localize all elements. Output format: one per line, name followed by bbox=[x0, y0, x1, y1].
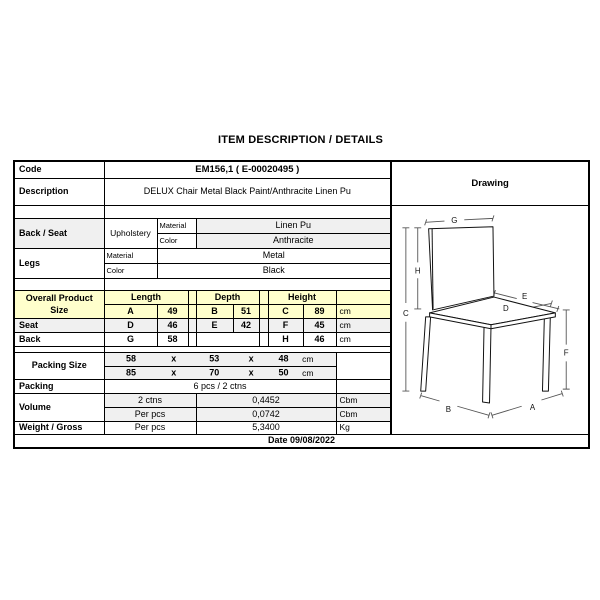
pack1-x: x bbox=[171, 353, 177, 364]
spacer-cell bbox=[259, 332, 268, 346]
dim-d-value: 46 bbox=[157, 318, 188, 332]
weight-label: Weight / Gross bbox=[14, 421, 104, 434]
volume-qty-1: 2 ctns bbox=[104, 393, 196, 407]
weight-unit: Kg bbox=[336, 421, 391, 434]
packing-label: Packing bbox=[14, 379, 104, 393]
dim-label-h: H bbox=[414, 265, 421, 275]
spacer-cell bbox=[14, 278, 104, 290]
pack1-x: x bbox=[248, 353, 254, 364]
dim-h-value: 46 bbox=[303, 332, 336, 346]
weight-qty: Per pcs bbox=[104, 421, 196, 434]
date-value: Date 09/08/2022 bbox=[14, 434, 589, 448]
dim-c-key: C bbox=[268, 304, 303, 318]
drawing-header: Drawing bbox=[391, 161, 589, 205]
dim-line-a bbox=[491, 390, 563, 418]
legs-material-value: Metal bbox=[157, 248, 391, 263]
dim-d-key: D bbox=[104, 318, 157, 332]
spacer-cell bbox=[259, 304, 268, 318]
empty-cell bbox=[336, 352, 391, 379]
pack1-depth: 53 bbox=[209, 353, 220, 364]
dim-g-value: 58 bbox=[157, 332, 188, 346]
dim-label-d: D bbox=[503, 303, 509, 313]
pack1-height: 48 bbox=[278, 353, 289, 364]
volume-label: Volume bbox=[14, 393, 104, 421]
pack1-length: 58 bbox=[126, 353, 137, 364]
spacer-cell bbox=[14, 205, 104, 218]
overall-product-size-label bbox=[14, 290, 104, 318]
volume-unit-2: Cbm bbox=[336, 407, 391, 421]
overall-product-line1: Overall Product bbox=[25, 293, 93, 303]
legs-color-value: Black bbox=[157, 263, 391, 278]
spacer-cell bbox=[188, 332, 196, 346]
item-details-table bbox=[13, 160, 590, 449]
dim-b-key: B bbox=[196, 304, 233, 318]
spacer-cell bbox=[104, 278, 391, 290]
dim-label-f: F bbox=[563, 347, 569, 357]
dim-label-g: G bbox=[451, 215, 458, 225]
color-label: Color bbox=[104, 263, 157, 278]
pack2-x: x bbox=[171, 367, 177, 377]
packing-size-values-1 bbox=[104, 352, 336, 366]
code-value: EM156,1 ( E-00020495 ) bbox=[104, 161, 391, 178]
spacer-row bbox=[14, 205, 589, 218]
back-seat-label: Back / Seat bbox=[14, 218, 104, 248]
pack1-unit: cm bbox=[302, 353, 314, 364]
dim-label-e: E bbox=[522, 291, 528, 301]
spacer-cell bbox=[188, 304, 196, 318]
overall-product-line2: Size bbox=[50, 305, 69, 315]
volume-value-2: 0,0742 bbox=[196, 407, 336, 421]
description-value: DELUX Chair Metal Black Paint/Anthracite Linen Pu bbox=[104, 178, 391, 205]
dim-g-key: G bbox=[104, 332, 157, 346]
packing-size-label: Packing Size bbox=[14, 352, 104, 379]
volume-qty-2: Per pcs bbox=[104, 407, 196, 421]
pack2-height: 50 bbox=[278, 367, 289, 377]
empty-cell bbox=[336, 379, 391, 393]
length-header: Length bbox=[104, 290, 188, 304]
chair-leg-front bbox=[483, 325, 491, 402]
drawing-cell bbox=[391, 205, 589, 434]
chair bbox=[421, 226, 556, 402]
dim-label-c: C bbox=[403, 308, 409, 318]
dim-c-value: 89 bbox=[303, 304, 336, 318]
spacer-cell bbox=[259, 290, 268, 304]
height-header: Height bbox=[268, 290, 336, 304]
date-row bbox=[14, 434, 589, 448]
chair-backrest bbox=[429, 226, 494, 309]
dim-a-value: 49 bbox=[157, 304, 188, 318]
spacer-cell bbox=[188, 318, 196, 332]
pack2-x: x bbox=[248, 367, 254, 377]
empty-depth-cell bbox=[196, 332, 259, 346]
dim-unit: cm bbox=[336, 304, 391, 318]
upholstery-label: Upholstery bbox=[104, 218, 157, 248]
material-label: Material bbox=[157, 218, 196, 233]
chair-leg-left bbox=[421, 316, 431, 390]
code-row bbox=[14, 161, 589, 178]
page-title: ITEM DESCRIPTION / DETAILS bbox=[217, 134, 384, 146]
dim-b-value: 51 bbox=[233, 304, 259, 318]
dim-h-key: H bbox=[268, 332, 303, 346]
color-label: Color bbox=[157, 233, 196, 248]
volume-unit-1: Cbm bbox=[336, 393, 391, 407]
dim-e-value: 42 bbox=[233, 318, 259, 332]
pack2-length: 85 bbox=[126, 367, 137, 377]
volume-value-1: 0,4452 bbox=[196, 393, 336, 407]
pack2-unit: cm bbox=[302, 367, 314, 378]
dim-f-value: 45 bbox=[303, 318, 336, 332]
dim-line-g bbox=[425, 215, 494, 225]
spacer-cell bbox=[188, 290, 196, 304]
dim-a-key: A bbox=[104, 304, 157, 318]
unit-header-cell bbox=[336, 290, 391, 304]
pack2-depth: 70 bbox=[209, 367, 220, 377]
description-label: Description bbox=[14, 178, 104, 205]
chair-leg-right bbox=[543, 313, 551, 390]
dim-unit: cm bbox=[336, 332, 391, 346]
dim-line-b bbox=[420, 392, 490, 418]
packing-value: 6 pcs / 2 ctns bbox=[104, 379, 336, 393]
weight-value: 5,3400 bbox=[196, 421, 336, 434]
seat-label: Seat bbox=[14, 318, 104, 332]
legs-label: Legs bbox=[14, 248, 104, 278]
spacer-cell bbox=[104, 205, 391, 218]
spacer-cell bbox=[259, 318, 268, 332]
back-label: Back bbox=[14, 332, 104, 346]
dim-label-b: B bbox=[445, 404, 452, 414]
depth-header: Depth bbox=[196, 290, 259, 304]
back-seat-material-value: Linen Pu bbox=[196, 218, 391, 233]
code-label: Code bbox=[14, 161, 104, 178]
dim-f-key: F bbox=[268, 318, 303, 332]
material-label: Material bbox=[104, 248, 157, 263]
dim-unit: cm bbox=[336, 318, 391, 332]
dim-e-key: E bbox=[196, 318, 233, 332]
chair-drawing bbox=[392, 206, 588, 433]
packing-size-values-2 bbox=[104, 366, 336, 379]
dim-label-a: A bbox=[530, 402, 536, 412]
back-seat-color-value: Anthracite bbox=[196, 233, 391, 248]
